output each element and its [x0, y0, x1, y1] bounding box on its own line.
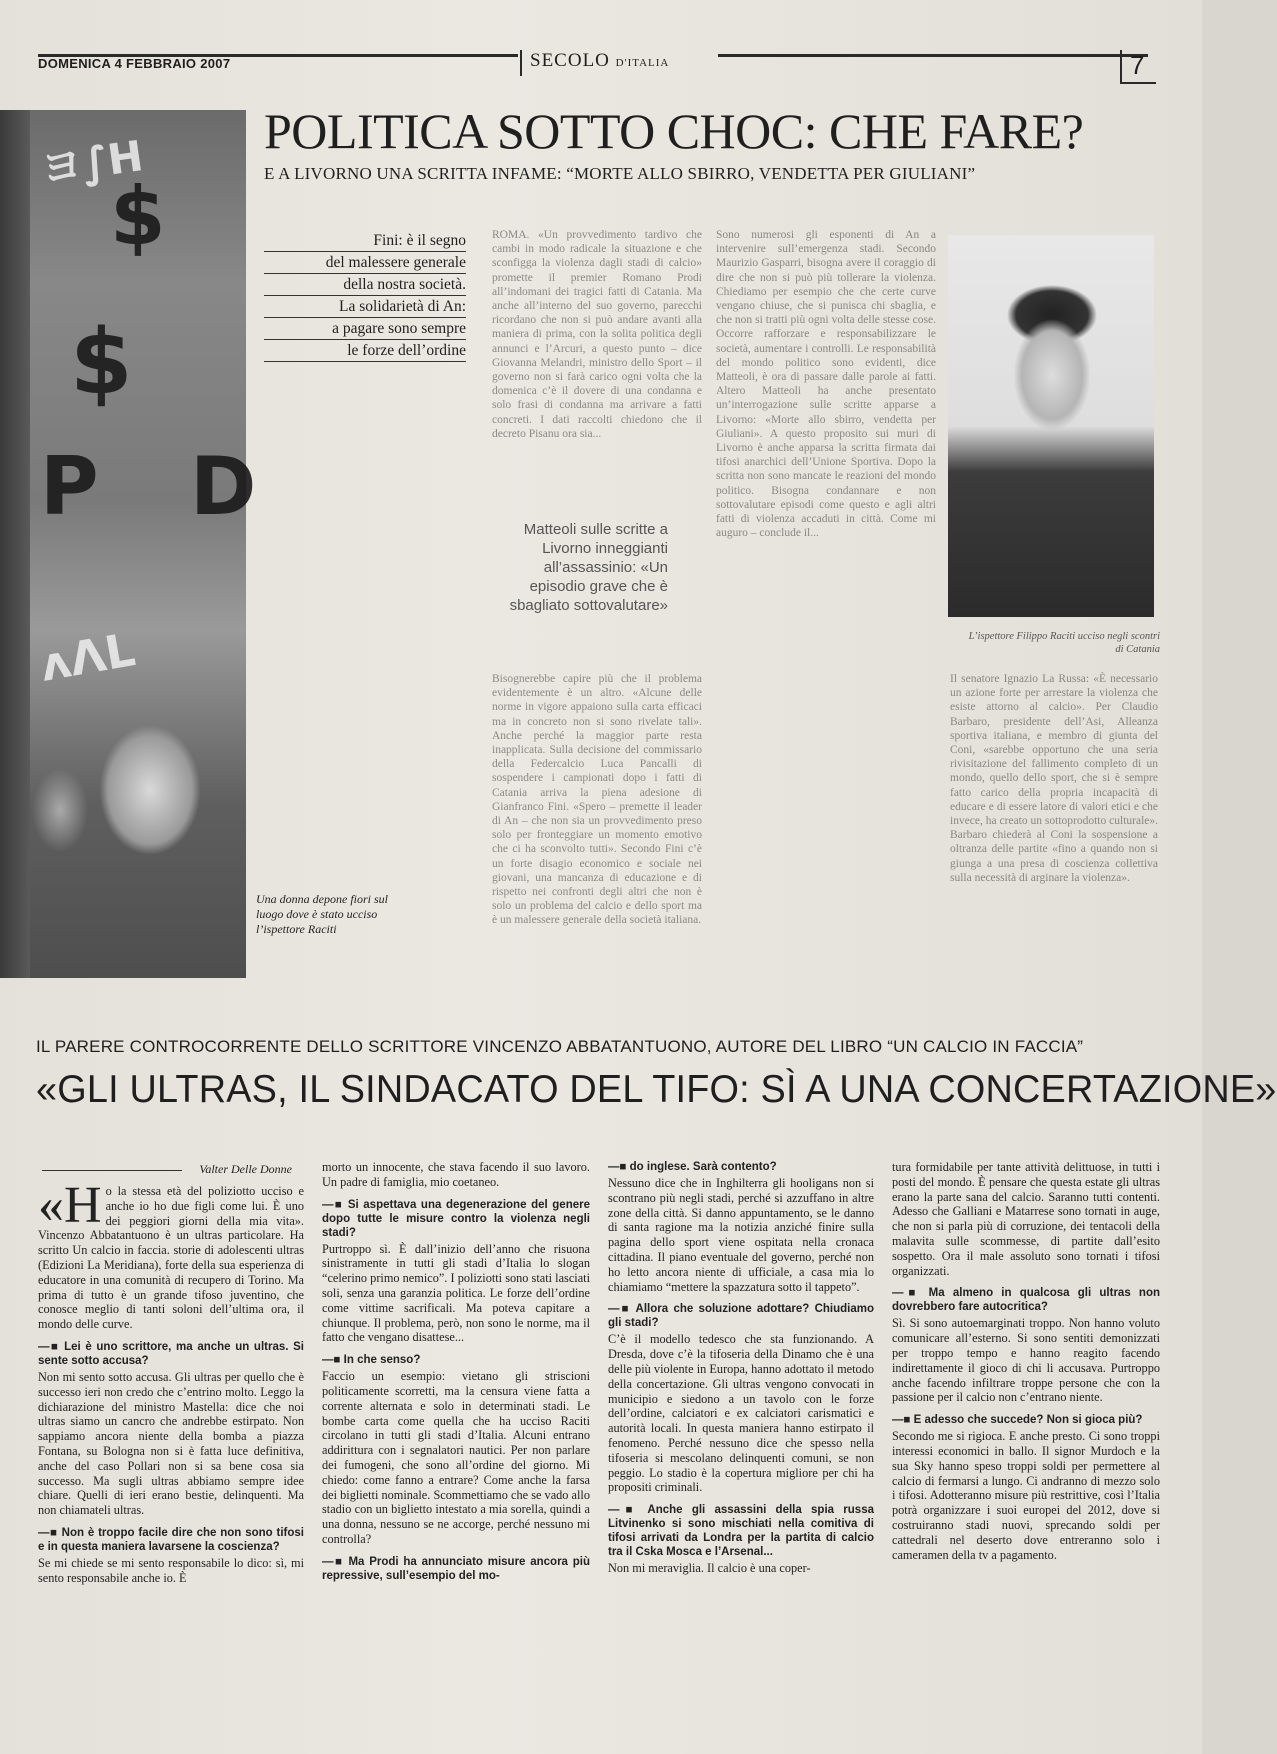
article-column-2: Sono numerosi gli esponenti di An a intervenire sull’emergenza stadi. Secondo Maurizio Gasparri, bisogna avere il coraggio di dire che non si può più tollerare la violenza. Chiediamo per esempio che che certe curve vengano chiuse, che si punisca chi sbaglia, e che non si tratti più ogni volta delle stesse cose. Occorre rafforzare e responsabilizzare le società, aumentare i controlli. Le responsabilità del mondo politico sono evidenti, dice Matteoli, è ora di passare dalle parole ai fatti. Altero Matteoli ha anche presentato un’interrogazione sulle scritte apparse a Livorno: «Morte allo sbirro, vendetta per Giuliani». A questo proposito sui muri di Livorno è anche apparsa la scritta firmata dai tifosi anarchici dell’Unione Sportiva. Dopo la scritta non sono mancate le reazioni del mondo politico. Bisogna condannare e non sottovalutare episodi come questo e agli altri fatti di violenza accaduti in città. Come mi auguro – conclude il...: [716, 229, 936, 540]
secondary-pullquote: Matteoli sulle scritte a Livorno inneggianti all’assassinio: «Un episodio grave che è sbagliato sottovalutare»: [509, 521, 668, 614]
graffiti-mark: P: [40, 440, 99, 533]
pullquote-line: La solidarietà di An:: [264, 296, 466, 318]
interview-answer: Non mi sento sotto accusa. Gli ultras per quello che è successo ieri non credo che c’entrino molto. Leggo la dichiarazione del ministro Mastella: dice che noi ultras siamo un cancro che andrebbe estirpato. Non sappiamo ancora niente della bomba a piazza Fontana, su Bologna non si è fatta luce definitiva, anche del caso Pollari non si sa bene cosa sia successo. Ma sugli ultras abbiamo sempre idee chiare. Quelli di ieri erano bestie, delinquenti. Ma non chiamateli ultras.: [38, 1369, 304, 1518]
interview-answer: Purtroppo sì. È dall’inizio dell’anno che risuona sinistramente in tutti gli stadi d’Italia lo slogan “celerino primo nemico”. I poliziotti sono stati lasciati soli, senza una garanzia politica. Le forze dell’ordine come vittime sacrificali. Ma poteva capitare a chiunque. Il problema, però, non sono le norme, ma il fatto che vengano disattese...: [322, 1241, 590, 1345]
inspector-portrait: [948, 235, 1154, 617]
pullquote-line: le forze dell’ordine: [264, 340, 466, 362]
graffiti-mark: ヨ∫H: [37, 131, 147, 194]
interview-answer: Non mi meraviglia. Il calcio è una coper-: [608, 1561, 811, 1576]
graffiti-flowers-photo: [0, 110, 257, 978]
masthead: [38, 46, 1148, 86]
interview-column-4: [892, 1160, 1160, 1740]
interview-answer: C’è il modello tedesco che sta funzionando. A Dresda, dove c’è la tifoseria della Dinamo che è una delle più violente in Europa, hanno adottato il metodo della concertazione. Gli ultras vengono convocati in municipio e siedono a un tavolo con le forze dell’ordine, calciatori e ex calciatori carismatici e autorità locali. In questa maniera hanno estirpato il fenomeno. Perché nessuno dice che spesso nella tifoseria si mescolano delinquenti comuni, se non peggio. Lo stadio è la copertura migliore per chi ha propositi criminali.: [608, 1332, 874, 1495]
interview-question: —■ Ma Prodi ha annunciato misure ancora più repressive, sull’esempio del mo-: [322, 1555, 590, 1583]
graffiti-mark: $: [70, 310, 133, 415]
interview-answer: morto un innocente, che stava facendo il suo lavoro. Un padre di famiglia, mio coetaneo.: [322, 1160, 590, 1189]
interview-question: —■ Anche gli assassini della spia russa Litvinenko si sono mischiati nella comitiva di tifosi arrivati da Londra per la partita di calcio tra il Cska Mosca e l’Arsenal...: [608, 1503, 874, 1559]
graffiti-mark: D: [190, 440, 257, 533]
pullquote-line: Fini: è il segno: [264, 230, 466, 252]
graffiti-mark: $: [110, 170, 166, 263]
newspaper-name: [520, 50, 669, 76]
graffiti-mark: ʌɅL: [36, 622, 139, 692]
interview-answer: tura formidabile per tante attività delittuose, in tutti i posti del mondo. È pensare che questa estate gli ultras erano la parte sana del calcio. Saranno tutti contenti. Adesso che Galliani e Matarrese sono tornati in auge, che non si parla più di corruzione, dei tentacoli della malavita sulle scommesse, di partite dall’esito sospetto. Ora il male assoluto sono tornati i tifosi organizzati.: [892, 1160, 1160, 1278]
interview-column-1: [38, 1177, 304, 1740]
interview-question: —■ Lei è uno scrittore, ma anche un ultras. Si sente sotto accusa?: [38, 1340, 304, 1368]
byline: Valter Delle Donne: [42, 1162, 292, 1177]
subheadline: E A LIVORNO UNA SCRITTA INFAME: “MORTE ALLO SBIRRO, VENDETTA PER GIULIANI”: [264, 164, 976, 183]
interview-question: —■ do inglese. Sarà contento?: [608, 1160, 874, 1174]
pullquote-box: [264, 230, 466, 362]
article-column-1-top: ROMA. «Un provvedimento tardivo che cambi in modo radicale la situazione e che sconfigga la violenza dagli stadi di calcio» promette il premier Romano Prodi all’indomani dei tragici fatti di Catania. Ma anche all’interno del suo governo, parecchi ricordano che non si può andare avanti alla maniera di prima, con la solita politica degli annunci e l’Arcuri, a questo punto – dice Giovanna Melandri, ministro dello Sport – il governo non si farà carico ogni volta che la domenica c’è il dovere di una condanna e solo frasi di condanna ma arrivare a fatti concreti. I dati raccolti chiedono che il decreto Pisanu ora sia...: [492, 229, 702, 440]
portrait-caption: L’ispettore Filippo Raciti ucciso negli scontri di Catania: [968, 631, 1160, 655]
article-column-3: Il senatore Ignazio La Russa: «È necessario un azione forte per arrestare la violenza che esiste attorno al calcio». Per Claudio Barbaro, presidente dell’Asi, Alleanza sportiva italiana, e membro di giunta del Coni, «sarebbe opportuno che una seria rivisitazione del fallimento completo di un mondo, quello dello sport, che si è sempre fatto carico della propria incapacità di educare e di essere latore di valori etici e che invece, ha creato un sottoprodotto culturale». Barbaro chiederà al Coni la sospensione a oltranza delle partite «fino a quando non si giunga a una presa di coscienza collettiva sulla necessità di arginare la violenza».: [950, 673, 1158, 884]
photo-caption: Una donna depone fiori sul luogo dove è stato ucciso l’ispettore Raciti: [256, 892, 388, 936]
interview-answer: Faccio un esempio: vietano gli striscioni politicamente scorretti, ma la censura viene fatta a corrente alternata e solo in determinati stadi. Le bombe carta come quella che ha ucciso Raciti circolano in tutti gli stadi d’Italia. Alcuni entrano addirittura con i segnalatori nautici. Per non parlare dei fumogeni, che sono all’ordine del giorno. Mi chiedo: come fanno a entrare? Come anche la farsa dei biglietti nominale. Scommettiamo che se vado allo stadio con un biglietto intestato a mia sorella, quindi a una donna, nessuno se ne accorge, perché nessuno mi controlla?: [322, 1369, 590, 1546]
interview-question: —■ Si aspettava una degenerazione del genere dopo tutte le misure contro la violenza negli stadi?: [322, 1198, 590, 1240]
page-headline: POLITICA SOTTO CHOC: CHE FARE?: [264, 103, 1084, 159]
photo-pole-shadow: [0, 110, 30, 978]
bottom-headline: «GLI ULTRAS, IL SINDACATO DEL TIFO: SÌ A UNA CONCERTAZIONE»: [36, 1068, 1277, 1111]
interview-answer: Nessuno dice che in Inghilterra gli hooligans non si scontrano più negli stadi, perché si azzuffano in altre zone della città. Si danno appuntamento, se le danno di santa ragione ma la notizia anziché finire sulla pagina dello sport viene ospitata nella cronaca cittadina. Il piano eventuale del governo, perché non ho letto ancora niente di ufficiale, a casa mia lo chiamiamo “mettere la spazzatura sotto il tappeto”.: [608, 1176, 874, 1294]
newspaper-name-main: SECOLO: [530, 50, 610, 71]
bottom-kicker: IL PARERE CONTROCORRENTE DELLO SCRITTORE VINCENZO ABBATANTUONO, AUTORE DEL LIBRO “UN CALCIO IN FACCIA”: [36, 1037, 1084, 1056]
issue-date: DOMENICA 4 FEBBRAIO 2007: [38, 56, 231, 71]
dropcap: «H: [38, 1177, 102, 1234]
interview-question: —■ Ma almeno in qualcosa gli ultras non dovrebbero fare autocritica?: [892, 1286, 1160, 1314]
article-column-1-bottom: Bisognerebbe capire più che il problema evidentemente è un altro. «Alcune delle norme in vigore appaiono sulla carta efficaci ma in concreto non si sono rivelate tali». Anche perché la maggior parte resta inapplicata. Sulla decisione del commissario della Federcalcio Luca Pancalli di sospendere i campionati dopo i fatti di Catania arriva la piena adesione di Gianfranco Fini. «Spero – premette il leader di An – che non sia un provvedimento preso solo per fronteggiare un momento emotivo che ci ha sconvolto tutti». Secondo Fini c’è un forte disagio economico e sociale nei giovani, una mancanza di educazione e di rispetto nei confronti degli altri che non è solo un problema del calcio e dello sport ma è un malessere generale della società italiana.: [492, 673, 702, 927]
newspaper-name-suffix: D'ITALIA: [615, 57, 670, 69]
interview-question: —■ In che senso?: [322, 1353, 590, 1367]
interview-answer: Se mi chiede se mi sento responsabile lo dico: sì, mi sento responsabile anche io. È: [38, 1555, 304, 1585]
masthead-rule-right: [718, 54, 1148, 57]
interview-column-3: [608, 1160, 874, 1740]
pullquote-line: a pagare sono sempre: [264, 318, 466, 340]
interview-answer: Sì. Si sono autoemarginati troppo. Non hanno voluto comunicare all’esterno. Si sono sentiti demonizzati per troppo tempo e hanno reagito facendo indirettamente il gioco di chi li accusava. Purtroppo anche facendo infiltrare troppe persone che con la passione per il calcio non c’entrano niente.: [892, 1316, 1160, 1405]
interview-column-2: [322, 1160, 590, 1740]
page-number: 7: [1120, 50, 1156, 84]
pullquote-line: della nostra società.: [264, 274, 466, 296]
interview-question: —■ Non è troppo facile dire che non sono tifosi e in questa maniera lavarsene la coscienza?: [38, 1526, 304, 1554]
interview-question: —■ E adesso che succede? Non si gioca più?: [892, 1413, 1160, 1427]
intro-text: o la stessa età del poliziotto ucciso e anche io ho due figli come lui. È uno dei peggiori giorni della mia vita». Vincenzo Abbatantuono è un ultras particolare. Ha scritto Un calcio in faccia. storie di adolescenti ultras (Edizioni La Meridiana), forte della sua esperienza di educatore in una comunità di recupero di Torino. Ma prima di tutto è un grande tifoso juventino, che conosce meglio di tanti soloni dell’ultima ora, il mondo delle curve.: [38, 1184, 304, 1332]
interview-question: —■ Allora che soluzione adottare? Chiudiamo gli stadi?: [608, 1302, 874, 1330]
interview-answer: Secondo me si rigioca. E anche presto. Ci sono troppi interessi economici in ballo. Il signor Murdoch e la sua Sky hanno speso troppi soldi per permettere al calcio di fermarsi a lungo. Ci andranno di mezzo solo i tifosi. Adotteranno misure più restrittive, così l’Italia potrà organizzare i suoi europei del 2012, dove si costruiranno stadi nuovi, sprecando soldi per cattedrali nel deserto dove entreranno solo i cameramen della tv a pagamento.: [892, 1429, 1160, 1562]
pullquote-line: del malessere generale: [264, 252, 466, 274]
